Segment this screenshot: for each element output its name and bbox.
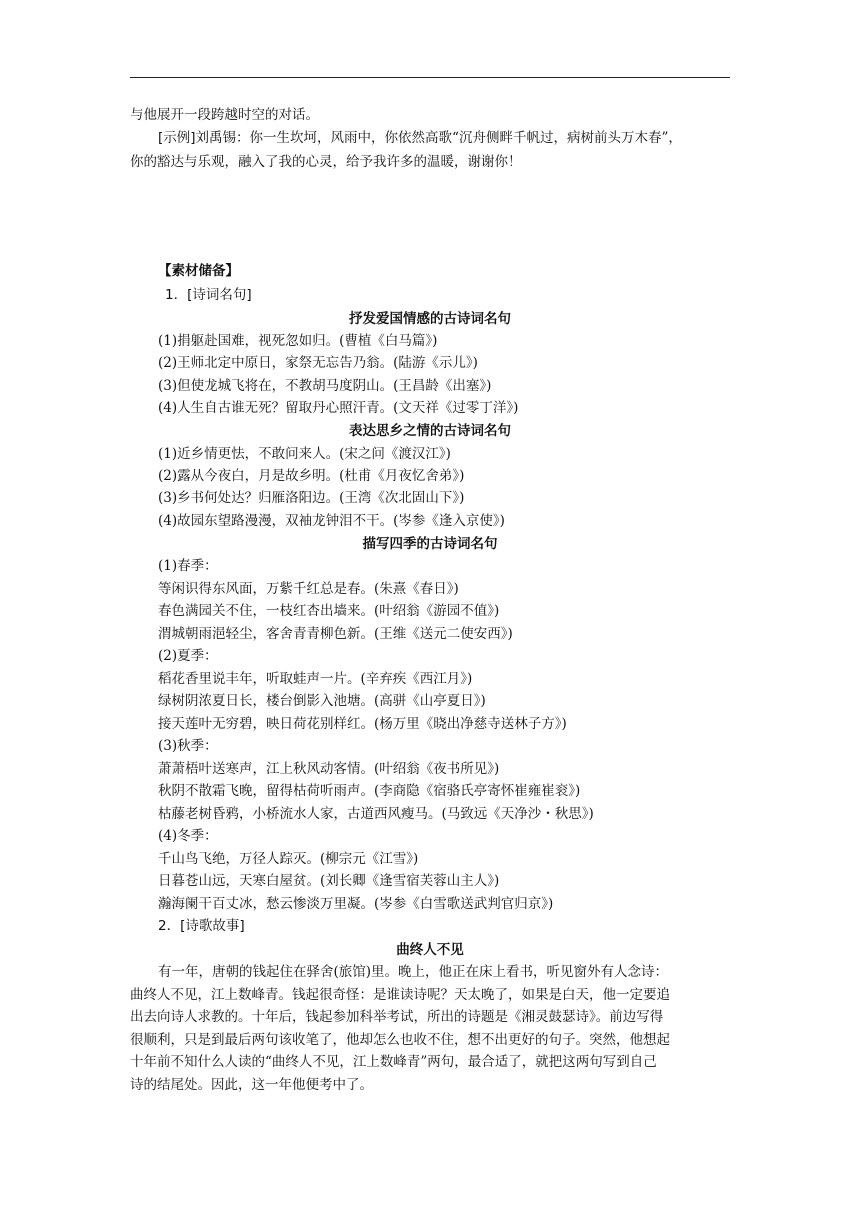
story-line: 曲终人不见，江上数峰青。钱起很奇怪：是谁读诗呢？天太晚了，如果是白天，他一定要追	[130, 987, 670, 1003]
list-item: 千山鸟飞绝，万径人踪灭。(柳宗元《江雪》)	[158, 851, 419, 867]
intro-line: 与他展开一段跨越时空的对话。	[130, 107, 319, 123]
list-item: 春色满园关不住，一枝红杏出墙来。(叶绍翁《游园不值》)	[158, 603, 500, 619]
list-item: (3)乡书何处达？归雁洛阳边。(王湾《次北固山下》)	[158, 490, 465, 506]
season-label-summer: (2)夏季：	[158, 648, 218, 664]
group-title-seasons: 描写四季的古诗词名句	[362, 536, 498, 552]
example-label: [示例]	[158, 130, 196, 146]
section-title: 【素材储备】	[158, 263, 239, 279]
part2-title: 2．[诗歌故事]	[158, 918, 245, 934]
story-line: 很顺利，只是到最后两句该收笔了，他却怎么也收不住，想不出更好的句子。突然，他想起	[130, 1032, 670, 1048]
header-rule	[130, 77, 730, 78]
story-title: 曲终人不见	[396, 942, 464, 958]
group-title-homesick: 表达思乡之情的古诗词名句	[349, 423, 511, 439]
list-item: 接天莲叶无穷碧，映日荷花别样红。(杨万里《晓出净慈寺送林子方》)	[158, 716, 567, 732]
story-line: 出去向诗人求教的。十年后，钱起参加科举考试，所出的诗题是《湘灵鼓瑟诗》。前边写得	[130, 1009, 664, 1025]
list-item: (1)捐躯赴国难，视死忽如归。(曹植《白马篇》)	[158, 333, 438, 349]
example-text: 刘禹锡：你一生坎坷，风雨中，你依然高歌“沉舟侧畔千帆过，病树前头万木春”，	[195, 130, 682, 146]
season-label-spring: (1)春季：	[158, 558, 218, 574]
season-label-autumn: (3)秋季：	[158, 738, 218, 754]
list-item: (1)近乡情更怯，不敢问来人。(宋之问《渡汉江》)	[158, 446, 451, 462]
list-item: 等闲识得东风面，万紫千红总是春。(朱熹《春日》)	[158, 581, 459, 597]
example-line	[158, 129, 682, 147]
list-item: (3)但使龙城飞将在，不教胡马度阴山。(王昌龄《出塞》)	[158, 378, 492, 394]
part1-title: 1．[诗词名句]	[165, 287, 252, 303]
story-line: 诗的结尾处。因此，这一年他便考中了。	[130, 1077, 373, 1093]
list-item: 瀚海阑干百丈冰，愁云惨淡万里凝。(岑参《白雪歌送武判官归京》)	[158, 896, 554, 912]
story-line: 有一年，唐朝的钱起住在驿舍(旅馆)里。晚上，他正在床上看书，听见窗外有人念诗：	[158, 964, 669, 980]
list-item: 日暮苍山远，天寒白屋贫。(刘长卿《逢雪宿芙蓉山主人》)	[158, 873, 500, 889]
group-title-patriotic: 抒发爱国情感的古诗词名句	[349, 311, 511, 327]
list-item: 绿树阴浓夏日长，楼台倒影入池塘。(高骈《山亭夏日》)	[158, 693, 486, 709]
example-line-2: 你的豁达与乐观，融入了我的心灵，给予我许多的温暖，谢谢你！	[130, 154, 522, 170]
list-item: 渭城朝雨浥轻尘，客舍青青柳色新。(王维《送元二使安西》)	[158, 626, 513, 642]
story-line: 十年前不知什么人读的“曲终人不见，江上数峰青”两句，最合适了，就把这两句写到自己	[130, 1054, 657, 1070]
list-item: 萧萧梧叶送寒声，江上秋风动客情。(叶绍翁《夜书所见》)	[158, 761, 500, 777]
list-item: (4)人生自古谁无死？留取丹心照汗青。(文天祥《过零丁洋》)	[158, 400, 519, 416]
list-item: (2)王师北定中原日，家祭无忘告乃翁。(陆游《示儿》)	[158, 355, 478, 371]
list-item: 稻花香里说丰年，听取蛙声一片。(辛弃疾《西江月》)	[158, 671, 473, 687]
season-label-winter: (4)冬季：	[158, 828, 218, 844]
list-item: 秋阴不散霜飞晚，留得枯荷听雨声。(李商隐《宿骆氏亭寄怀崔雍崔衮》)	[158, 783, 581, 799]
list-item: (4)故园东望路漫漫，双袖龙钟泪不干。(岑参《逢入京使》)	[158, 513, 505, 529]
list-item: 枯藤老树昏鸦，小桥流水人家，古道西风瘦马。(马致远《天净沙・秋思》)	[158, 806, 594, 822]
list-item: (2)露从今夜白，月是故乡明。(杜甫《月夜忆舍弟》)	[158, 468, 465, 484]
